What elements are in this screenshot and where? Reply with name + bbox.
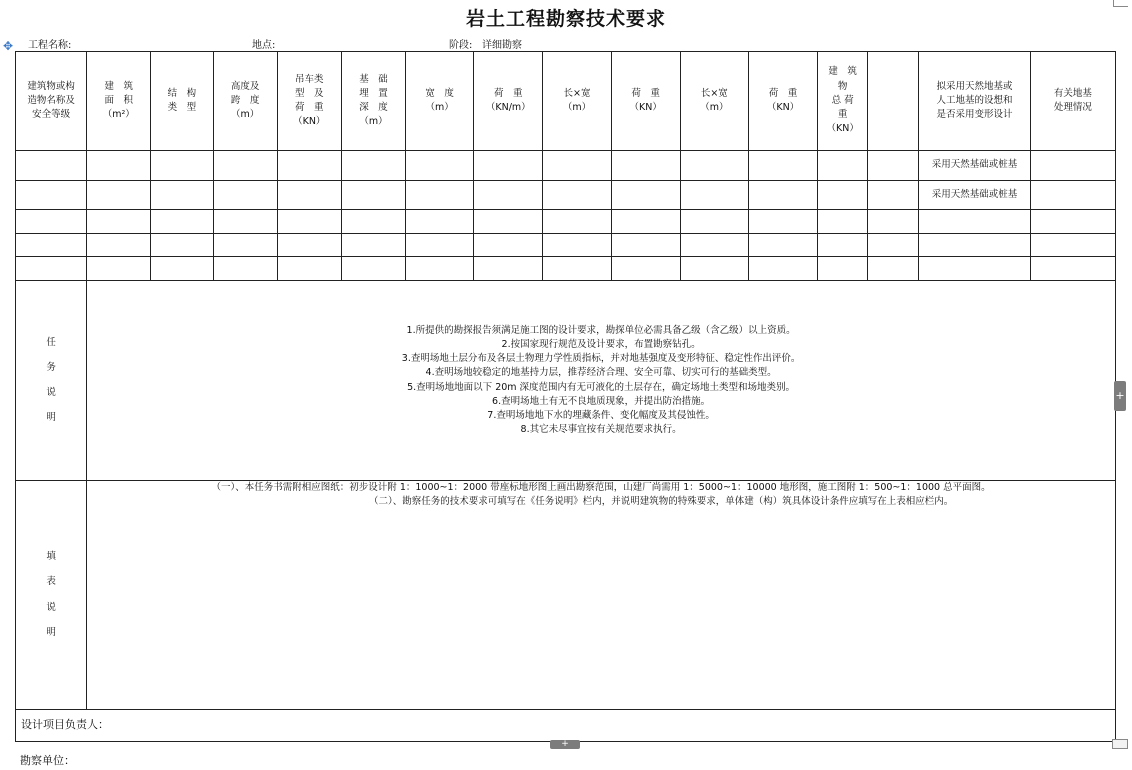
table-move-handle-icon[interactable]: ✥ bbox=[3, 39, 14, 53]
table-cell[interactable] bbox=[543, 210, 611, 234]
header-cell: 长×宽 （m） bbox=[543, 52, 611, 151]
task-item: 1.所提供的勘探报告须满足施工图的设计要求，勘探单位必需具备乙级（含乙级）以上资质。 bbox=[406, 324, 796, 336]
table-row bbox=[16, 181, 1116, 210]
table-cell[interactable] bbox=[611, 257, 680, 281]
table-cell[interactable] bbox=[151, 151, 213, 181]
header-cell: 拟采用天然地基或 人工地基的设想和 是否采用变形设计 bbox=[919, 52, 1030, 151]
table-cell[interactable] bbox=[680, 257, 748, 281]
table-cell[interactable] bbox=[818, 181, 868, 210]
table-cell[interactable] bbox=[87, 234, 151, 257]
table-cell[interactable] bbox=[611, 181, 680, 210]
table-cell[interactable] bbox=[87, 210, 151, 234]
table-cell[interactable] bbox=[543, 257, 611, 281]
table-cell[interactable] bbox=[341, 257, 405, 281]
table-cell[interactable] bbox=[748, 181, 817, 210]
table-cell[interactable] bbox=[87, 181, 151, 210]
fill-instructions-row bbox=[16, 481, 1116, 710]
table-cell[interactable] bbox=[277, 151, 341, 181]
table-cell[interactable] bbox=[213, 181, 277, 210]
task-item-last: 8.其它未尽事宜按有关规范要求执行。 bbox=[520, 424, 682, 436]
table-cell[interactable] bbox=[818, 234, 868, 257]
fill-instructions-label: 填 表 说 明 bbox=[16, 481, 87, 710]
table-cell[interactable] bbox=[474, 210, 543, 234]
table-cell[interactable] bbox=[474, 151, 543, 181]
table-cell[interactable] bbox=[680, 151, 748, 181]
task-description-content[interactable] bbox=[87, 281, 1116, 481]
table-cell[interactable] bbox=[341, 234, 405, 257]
table-cell[interactable] bbox=[748, 257, 817, 281]
table-cell[interactable] bbox=[87, 151, 151, 181]
requirements-table bbox=[15, 51, 1116, 742]
fill-instruction-2: （二）、勘察任务的技术要求可填写在《任务说明》栏内，并说明建筑物的特殊要求，单体建（构）筑具体设计条件应填写在上表相应栏内。 bbox=[368, 496, 954, 508]
project-name-label: 工程名称: bbox=[28, 40, 72, 51]
table-cell[interactable] bbox=[868, 210, 919, 234]
table-cell[interactable] bbox=[151, 181, 213, 210]
table-cell[interactable] bbox=[151, 210, 213, 234]
stage-label: 阶段: bbox=[449, 40, 473, 51]
table-cell[interactable] bbox=[213, 257, 277, 281]
header-cell: 高度及 跨 度 （m） bbox=[213, 52, 277, 151]
table-cell[interactable] bbox=[87, 257, 151, 281]
header-cell: 吊车类 型 及 荷 重 （KN） bbox=[277, 52, 341, 151]
header-cell: 长×宽 （m） bbox=[680, 52, 748, 151]
table-cell[interactable] bbox=[680, 234, 748, 257]
header-cell: 荷 重 （KN） bbox=[611, 52, 680, 151]
table-cell[interactable] bbox=[919, 257, 1030, 281]
table-cell[interactable] bbox=[748, 151, 817, 181]
table-cell[interactable] bbox=[868, 234, 919, 257]
table-row bbox=[16, 151, 1116, 181]
table-cell[interactable] bbox=[818, 210, 868, 234]
table-cell[interactable] bbox=[748, 210, 817, 234]
table-cell[interactable] bbox=[16, 210, 87, 234]
table-cell[interactable] bbox=[16, 181, 87, 210]
table-cell[interactable] bbox=[611, 210, 680, 234]
table-cell[interactable] bbox=[474, 234, 543, 257]
foundation-cell[interactable]: 采用天然基础或桩基 bbox=[919, 151, 1030, 181]
table-cell[interactable] bbox=[341, 151, 405, 181]
task-item: 3.查明场地土层分布及各层土物理力学性质指标，并对地基强度及变形特征、稳定性作出评价。 bbox=[401, 353, 801, 364]
header-cell-empty bbox=[868, 52, 919, 151]
table-cell[interactable] bbox=[543, 181, 611, 210]
task-item: 5.查明场地地面以下 20m 深度范围内有无可液化的土层存在，确定场地土类型和场地类别。 bbox=[407, 381, 796, 393]
table-cell[interactable] bbox=[277, 257, 341, 281]
table-cell[interactable] bbox=[543, 151, 611, 181]
expand-panel-icon[interactable]: + bbox=[1114, 381, 1126, 411]
table-cell[interactable] bbox=[919, 234, 1030, 257]
task-item: 4.查明场地较稳定的地基持力层，推荐经济合理、安全可靠、切实可行的基础类型。 bbox=[425, 367, 777, 379]
table-cell[interactable] bbox=[543, 234, 611, 257]
table-cell[interactable] bbox=[213, 234, 277, 257]
table-cell[interactable] bbox=[406, 257, 474, 281]
table-cell[interactable] bbox=[818, 257, 868, 281]
table-cell[interactable] bbox=[16, 234, 87, 257]
table-cell[interactable] bbox=[406, 210, 474, 234]
table-cell[interactable] bbox=[1030, 234, 1115, 257]
responsible-row bbox=[16, 710, 1116, 742]
table-cell[interactable] bbox=[406, 181, 474, 210]
table-cell[interactable] bbox=[213, 210, 277, 234]
table-cell[interactable] bbox=[868, 151, 919, 181]
table-cell[interactable] bbox=[341, 181, 405, 210]
foundation-cell[interactable]: 采用天然基础或桩基 bbox=[919, 181, 1030, 210]
table-cell[interactable] bbox=[277, 210, 341, 234]
table-cell[interactable] bbox=[406, 234, 474, 257]
table-cell[interactable] bbox=[474, 257, 543, 281]
table-cell[interactable] bbox=[818, 151, 868, 181]
task-item: 7.查明场地地下水的埋藏条件、变化幅度及其侵蚀性。 bbox=[487, 410, 715, 421]
table-cell[interactable] bbox=[1030, 181, 1115, 210]
location-label: 地点: bbox=[252, 40, 276, 51]
header-cell: 宽 度 （m） bbox=[406, 52, 474, 151]
table-cell[interactable] bbox=[868, 181, 919, 210]
table-cell[interactable] bbox=[16, 151, 87, 181]
table-row bbox=[16, 234, 1116, 257]
table-cell[interactable] bbox=[1030, 257, 1115, 281]
table-row bbox=[16, 257, 1116, 281]
table-cell[interactable] bbox=[868, 257, 919, 281]
table-cell[interactable] bbox=[151, 234, 213, 257]
responsible-person-field[interactable]: 设计项目负责人： bbox=[16, 710, 1116, 742]
stage-value: 详细勘察 bbox=[482, 40, 522, 51]
table-cell[interactable] bbox=[1030, 151, 1115, 181]
header-cell: 建 筑 物 总 荷 重 （KN） bbox=[818, 52, 868, 151]
document-title: 岩土工程勘察技术要求 bbox=[465, 8, 666, 30]
header-cell: 荷 重 （KN/m） bbox=[474, 52, 543, 151]
table-cell[interactable] bbox=[341, 210, 405, 234]
table-cell[interactable] bbox=[474, 181, 543, 210]
header-cell: 基 础 埋 置 深 度 （m） bbox=[341, 52, 405, 151]
header-cell: 结 构 类 型 bbox=[151, 52, 213, 151]
fill-instructions-content[interactable] bbox=[87, 481, 1116, 710]
header-cell: 有关地基 处理情况 bbox=[1030, 52, 1115, 151]
table-cell[interactable] bbox=[16, 257, 87, 281]
resize-handle-icon[interactable] bbox=[1112, 739, 1128, 749]
survey-unit-label: 勘察单位： bbox=[20, 754, 75, 767]
table-cell[interactable] bbox=[1030, 210, 1115, 234]
table-cell[interactable] bbox=[213, 151, 277, 181]
table-cell[interactable] bbox=[611, 151, 680, 181]
table-cell[interactable] bbox=[680, 181, 748, 210]
table-cell[interactable] bbox=[277, 234, 341, 257]
add-row-icon[interactable]: + bbox=[550, 740, 580, 749]
task-description-row bbox=[16, 281, 1116, 481]
header-cell: 建 筑 面 积 （m²） bbox=[87, 52, 151, 151]
header-row bbox=[16, 52, 1116, 151]
table-cell[interactable] bbox=[406, 151, 474, 181]
fill-instruction-1: （一）、本任务书需附相应图纸：初步设计附 1：1000~1：2000 带座标地形图上画出勘察范围，山建厂尚需用 1：5000~1：10000 地形图，施工图附 1：500~1：1000 总平面图。 bbox=[211, 482, 991, 493]
table-cell[interactable] bbox=[680, 210, 748, 234]
header-cell: 建筑物或构 造物名称及 安全等级 bbox=[16, 52, 87, 151]
table-cell[interactable] bbox=[277, 181, 341, 210]
table-cell[interactable] bbox=[748, 234, 817, 257]
task-item: 2.按国家现行规范及设计要求，布置勘察钻孔。 bbox=[501, 338, 701, 350]
table-cell[interactable] bbox=[151, 257, 213, 281]
task-description-label: 任 务 说 明 bbox=[16, 281, 87, 481]
table-row bbox=[16, 210, 1116, 234]
header-cell: 荷 重 （KN） bbox=[748, 52, 817, 151]
table-cell[interactable] bbox=[611, 234, 680, 257]
task-item: 6.查明场地土有无不良地质现象，并提出防治措施。 bbox=[492, 395, 711, 407]
corner-marker bbox=[1113, 0, 1128, 7]
table-cell[interactable] bbox=[919, 210, 1030, 234]
